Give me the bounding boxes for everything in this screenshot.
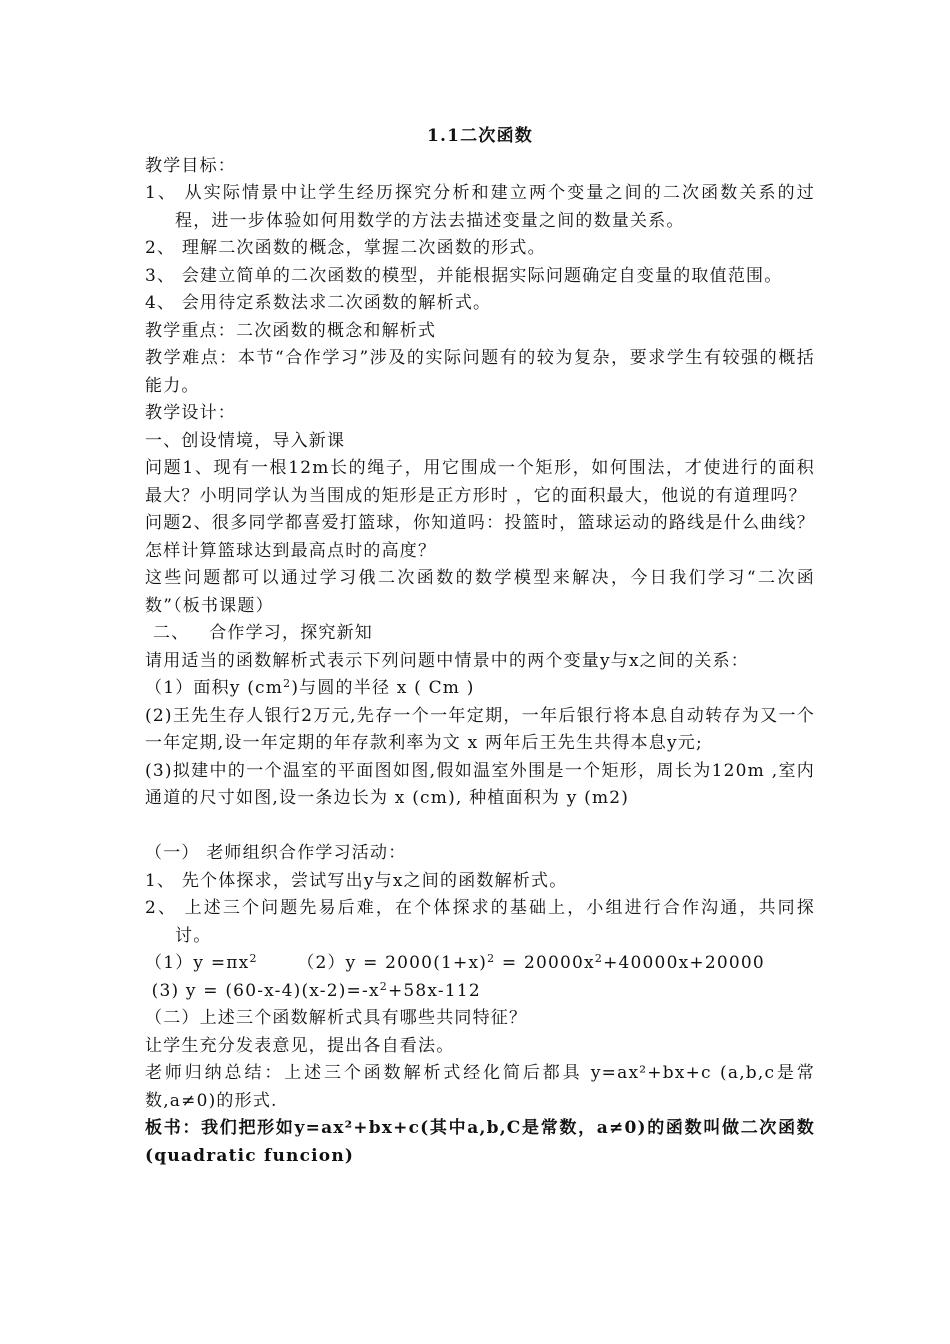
goal-item: 3、 会建立简单的二次函数的模型，并能根据实际问题确定自变量的取值范围。 [145,265,783,286]
blank-line [145,813,815,841]
task-3: (3)拟建中的一个温室的平面图如图,假如温室外围是一个矩形，周长为120m ,室内通道的尺寸如图,设一条边长为 x (cm), 种植面积为 y (m2) [145,760,815,808]
task-1 [145,675,815,703]
document-page [145,123,815,1170]
goals-heading: 教学目标： [145,155,236,176]
task-intro: 请用适当的函数解析式表示下列问题中情景中的两个变量y与x之间的关系： [145,650,749,671]
step-item: 2、 上述三个问题先易后难，在个体探求的基础上，小组进行合作沟通，共同探讨。 [145,898,815,946]
summary: 老师归纳总结：上述三个函数解析式经化简后都具 y=ax²+bx+c (a,b,c是常数,a≠0)的形式. [145,1063,815,1111]
page-title: 1.1二次函数 [427,126,533,146]
answer-2: （2）y = 2000(1+x) [297,953,488,973]
intro-paragraph: 这些问题都可以通过学习俄二次函数的数学模型来解决，今日我们学习“二次函数”（板书课题） [145,568,815,616]
problem-1: 问题1、现有一根12m长的绳子，用它围成一个矩形，如何围法，才使进行的面积最大？小明同学认为当围成的矩形是正方形时 ，它的面积最大，他说的有道理吗？ [145,458,815,506]
answers-line-1 [145,950,815,978]
activity-heading: （一） 老师组织合作学习活动： [145,843,407,863]
answer-1-superscript: 2 [249,952,258,965]
goal-item: 1、 从实际情景中让学生经历探究分析和建立两个变量之间的二次函数关系的过程，进一步体验如何用数学的方法去描述变量之间的数量关系。 [145,183,815,231]
answer-2-mid: = 20000x [495,953,595,973]
task-1-superscript: 2 [283,677,292,690]
task-1-text: （1）面积y (cm [145,678,284,698]
board-note: 板书：我们把形如y=ax²+bx+c(其中a,b,C是常数，a≠0)的函数叫做二次函数(quadratic funcion) [145,1118,815,1166]
answer-2-superscript-2: 2 [594,952,604,965]
answer-3: (3) y = (60-x-4)(x-2)=-x [151,980,380,1001]
goal-item: 2、 理解二次函数的概念，掌握二次函数的形式。 [145,238,546,258]
question-2: （二）上述三个函数解析式具有哪些共同特征？ [145,1008,528,1028]
problem-2: 问题2、很多同学都喜爱打篮球，你知道吗：投篮时，篮球运动的路线是什么曲线？怎样计算篮球达到最高点时的高度？ [145,513,815,561]
discussion: 让学生充分发表意见，提出各自看法。 [145,1035,455,1056]
step-item: 1、 先个体探求，尝试写出y与x之间的函数解析式。 [145,870,568,891]
answer-1: （1）y =πx [145,953,250,973]
difficulty: 教学难点：本节“合作学习”涉及的实际问题有的较为复杂，要求学生有较强的概括能力。 [145,348,815,396]
answer-3-end: +58x-112 [387,980,481,1001]
key-point: 教学重点：二次函数的概念和解析式 [145,320,437,341]
section1-heading: 一、创设情境，导入新课 [145,430,346,451]
section2-heading: 二、 合作学习，探究新知 [153,623,374,643]
answer-2-end: +40000x+20000 [603,953,765,973]
answers-line-2 [145,978,815,1006]
answer-3-superscript: 2 [379,979,388,993]
task-1-text-end: )与圆的半径 x ( Cm ) [291,678,475,698]
answer-2-superscript: 2 [487,952,496,965]
task-2: (2)王先生存人银行2万元,先存一个一年定期，一年后银行将本息自动转存为又一个一年定期,设一年定期的年存款利率为文 x 两年后王先生共得本息y元; [145,705,815,753]
design-heading: 教学设计： [145,403,236,423]
goal-item: 4、 会用待定系数法求二次函数的解析式。 [145,293,492,313]
